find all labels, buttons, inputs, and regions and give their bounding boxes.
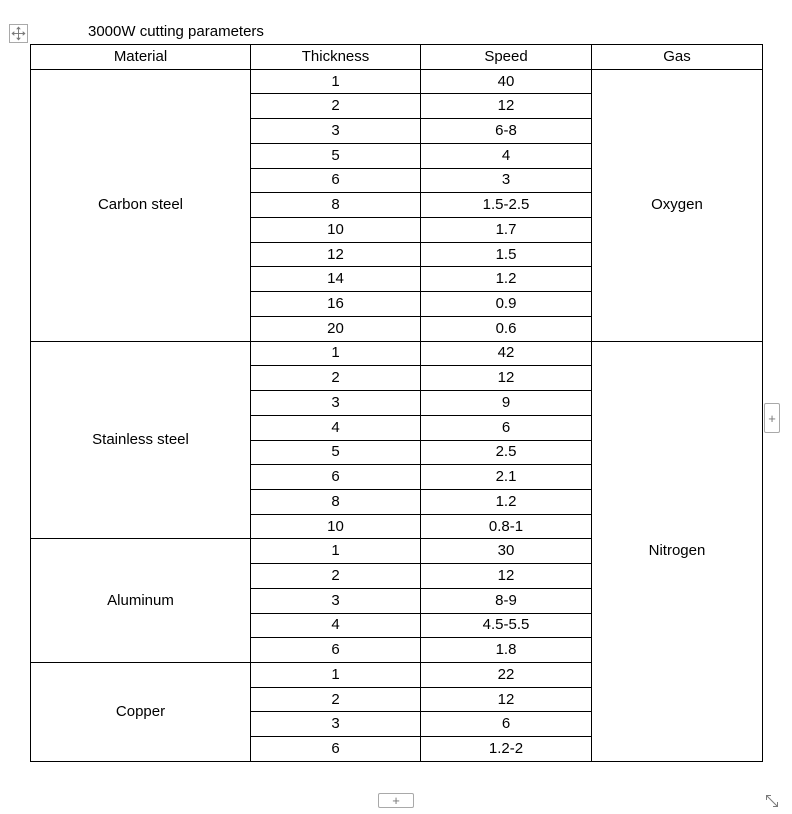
material-cell[interactable]: Copper [31, 662, 251, 761]
speed-cell[interactable]: 6-8 [421, 119, 592, 144]
add-row-button[interactable]: + [378, 793, 414, 808]
thickness-cell[interactable]: 1 [251, 69, 421, 94]
thickness-cell[interactable]: 6 [251, 737, 421, 762]
header-speed[interactable]: Speed [421, 45, 592, 70]
gas-cell[interactable]: Nitrogen [592, 341, 763, 761]
speed-cell[interactable]: 12 [421, 564, 592, 589]
speed-cell[interactable]: 12 [421, 687, 592, 712]
thickness-cell[interactable]: 6 [251, 638, 421, 663]
thickness-cell[interactable]: 1 [251, 539, 421, 564]
table-caption: 3000W cutting parameters [88, 23, 264, 40]
material-cell[interactable]: Carbon steel [31, 69, 251, 341]
thickness-cell[interactable]: 8 [251, 193, 421, 218]
move-arrows-icon [11, 26, 26, 41]
speed-cell[interactable]: 1.5-2.5 [421, 193, 592, 218]
speed-cell[interactable]: 30 [421, 539, 592, 564]
header-thickness[interactable]: Thickness [251, 45, 421, 70]
table-row [31, 69, 763, 94]
thickness-cell[interactable]: 4 [251, 613, 421, 638]
speed-cell[interactable]: 6 [421, 712, 592, 737]
thickness-cell[interactable]: 14 [251, 267, 421, 292]
speed-cell[interactable]: 40 [421, 69, 592, 94]
resize-diagonal-icon [764, 793, 780, 809]
thickness-cell[interactable]: 5 [251, 143, 421, 168]
header-gas[interactable]: Gas [592, 45, 763, 70]
thickness-cell[interactable]: 20 [251, 316, 421, 341]
thickness-cell[interactable]: 3 [251, 588, 421, 613]
speed-cell[interactable]: 1.2 [421, 267, 592, 292]
speed-cell[interactable]: 4 [421, 143, 592, 168]
speed-cell[interactable]: 0.9 [421, 292, 592, 317]
header-material[interactable]: Material [31, 45, 251, 70]
speed-cell[interactable]: 1.5 [421, 242, 592, 267]
thickness-cell[interactable]: 8 [251, 489, 421, 514]
speed-cell[interactable]: 8-9 [421, 588, 592, 613]
table-row [31, 341, 763, 366]
speed-cell[interactable]: 1.2 [421, 489, 592, 514]
table-resize-handle[interactable] [764, 793, 780, 809]
thickness-cell[interactable]: 3 [251, 119, 421, 144]
speed-cell[interactable]: 0.8-1 [421, 514, 592, 539]
thickness-cell[interactable]: 6 [251, 465, 421, 490]
speed-cell[interactable]: 9 [421, 391, 592, 416]
speed-cell[interactable]: 2.1 [421, 465, 592, 490]
add-column-button[interactable]: + [764, 403, 780, 433]
speed-cell[interactable]: 1.7 [421, 218, 592, 243]
speed-cell[interactable]: 12 [421, 94, 592, 119]
thickness-cell[interactable]: 2 [251, 94, 421, 119]
thickness-cell[interactable]: 10 [251, 514, 421, 539]
speed-cell[interactable]: 6 [421, 415, 592, 440]
thickness-cell[interactable]: 1 [251, 662, 421, 687]
thickness-cell[interactable]: 3 [251, 391, 421, 416]
thickness-cell[interactable]: 3 [251, 712, 421, 737]
header-row [31, 45, 763, 70]
speed-cell[interactable]: 1.8 [421, 638, 592, 663]
speed-cell[interactable]: 0.6 [421, 316, 592, 341]
thickness-cell[interactable]: 12 [251, 242, 421, 267]
thickness-cell[interactable]: 5 [251, 440, 421, 465]
speed-cell[interactable]: 3 [421, 168, 592, 193]
material-cell[interactable]: Aluminum [31, 539, 251, 663]
thickness-cell[interactable]: 4 [251, 415, 421, 440]
thickness-cell[interactable]: 2 [251, 564, 421, 589]
thickness-cell[interactable]: 2 [251, 687, 421, 712]
speed-cell[interactable]: 4.5-5.5 [421, 613, 592, 638]
speed-cell[interactable]: 42 [421, 341, 592, 366]
speed-cell[interactable]: 1.2-2 [421, 737, 592, 762]
material-cell[interactable]: Stainless steel [31, 341, 251, 539]
cutting-parameters-table [30, 44, 763, 762]
thickness-cell[interactable]: 6 [251, 168, 421, 193]
table-move-handle[interactable] [9, 24, 28, 43]
gas-cell[interactable]: Oxygen [592, 69, 763, 341]
speed-cell[interactable]: 12 [421, 366, 592, 391]
thickness-cell[interactable]: 10 [251, 218, 421, 243]
thickness-cell[interactable]: 16 [251, 292, 421, 317]
speed-cell[interactable]: 22 [421, 662, 592, 687]
thickness-cell[interactable]: 2 [251, 366, 421, 391]
speed-cell[interactable]: 2.5 [421, 440, 592, 465]
thickness-cell[interactable]: 1 [251, 341, 421, 366]
